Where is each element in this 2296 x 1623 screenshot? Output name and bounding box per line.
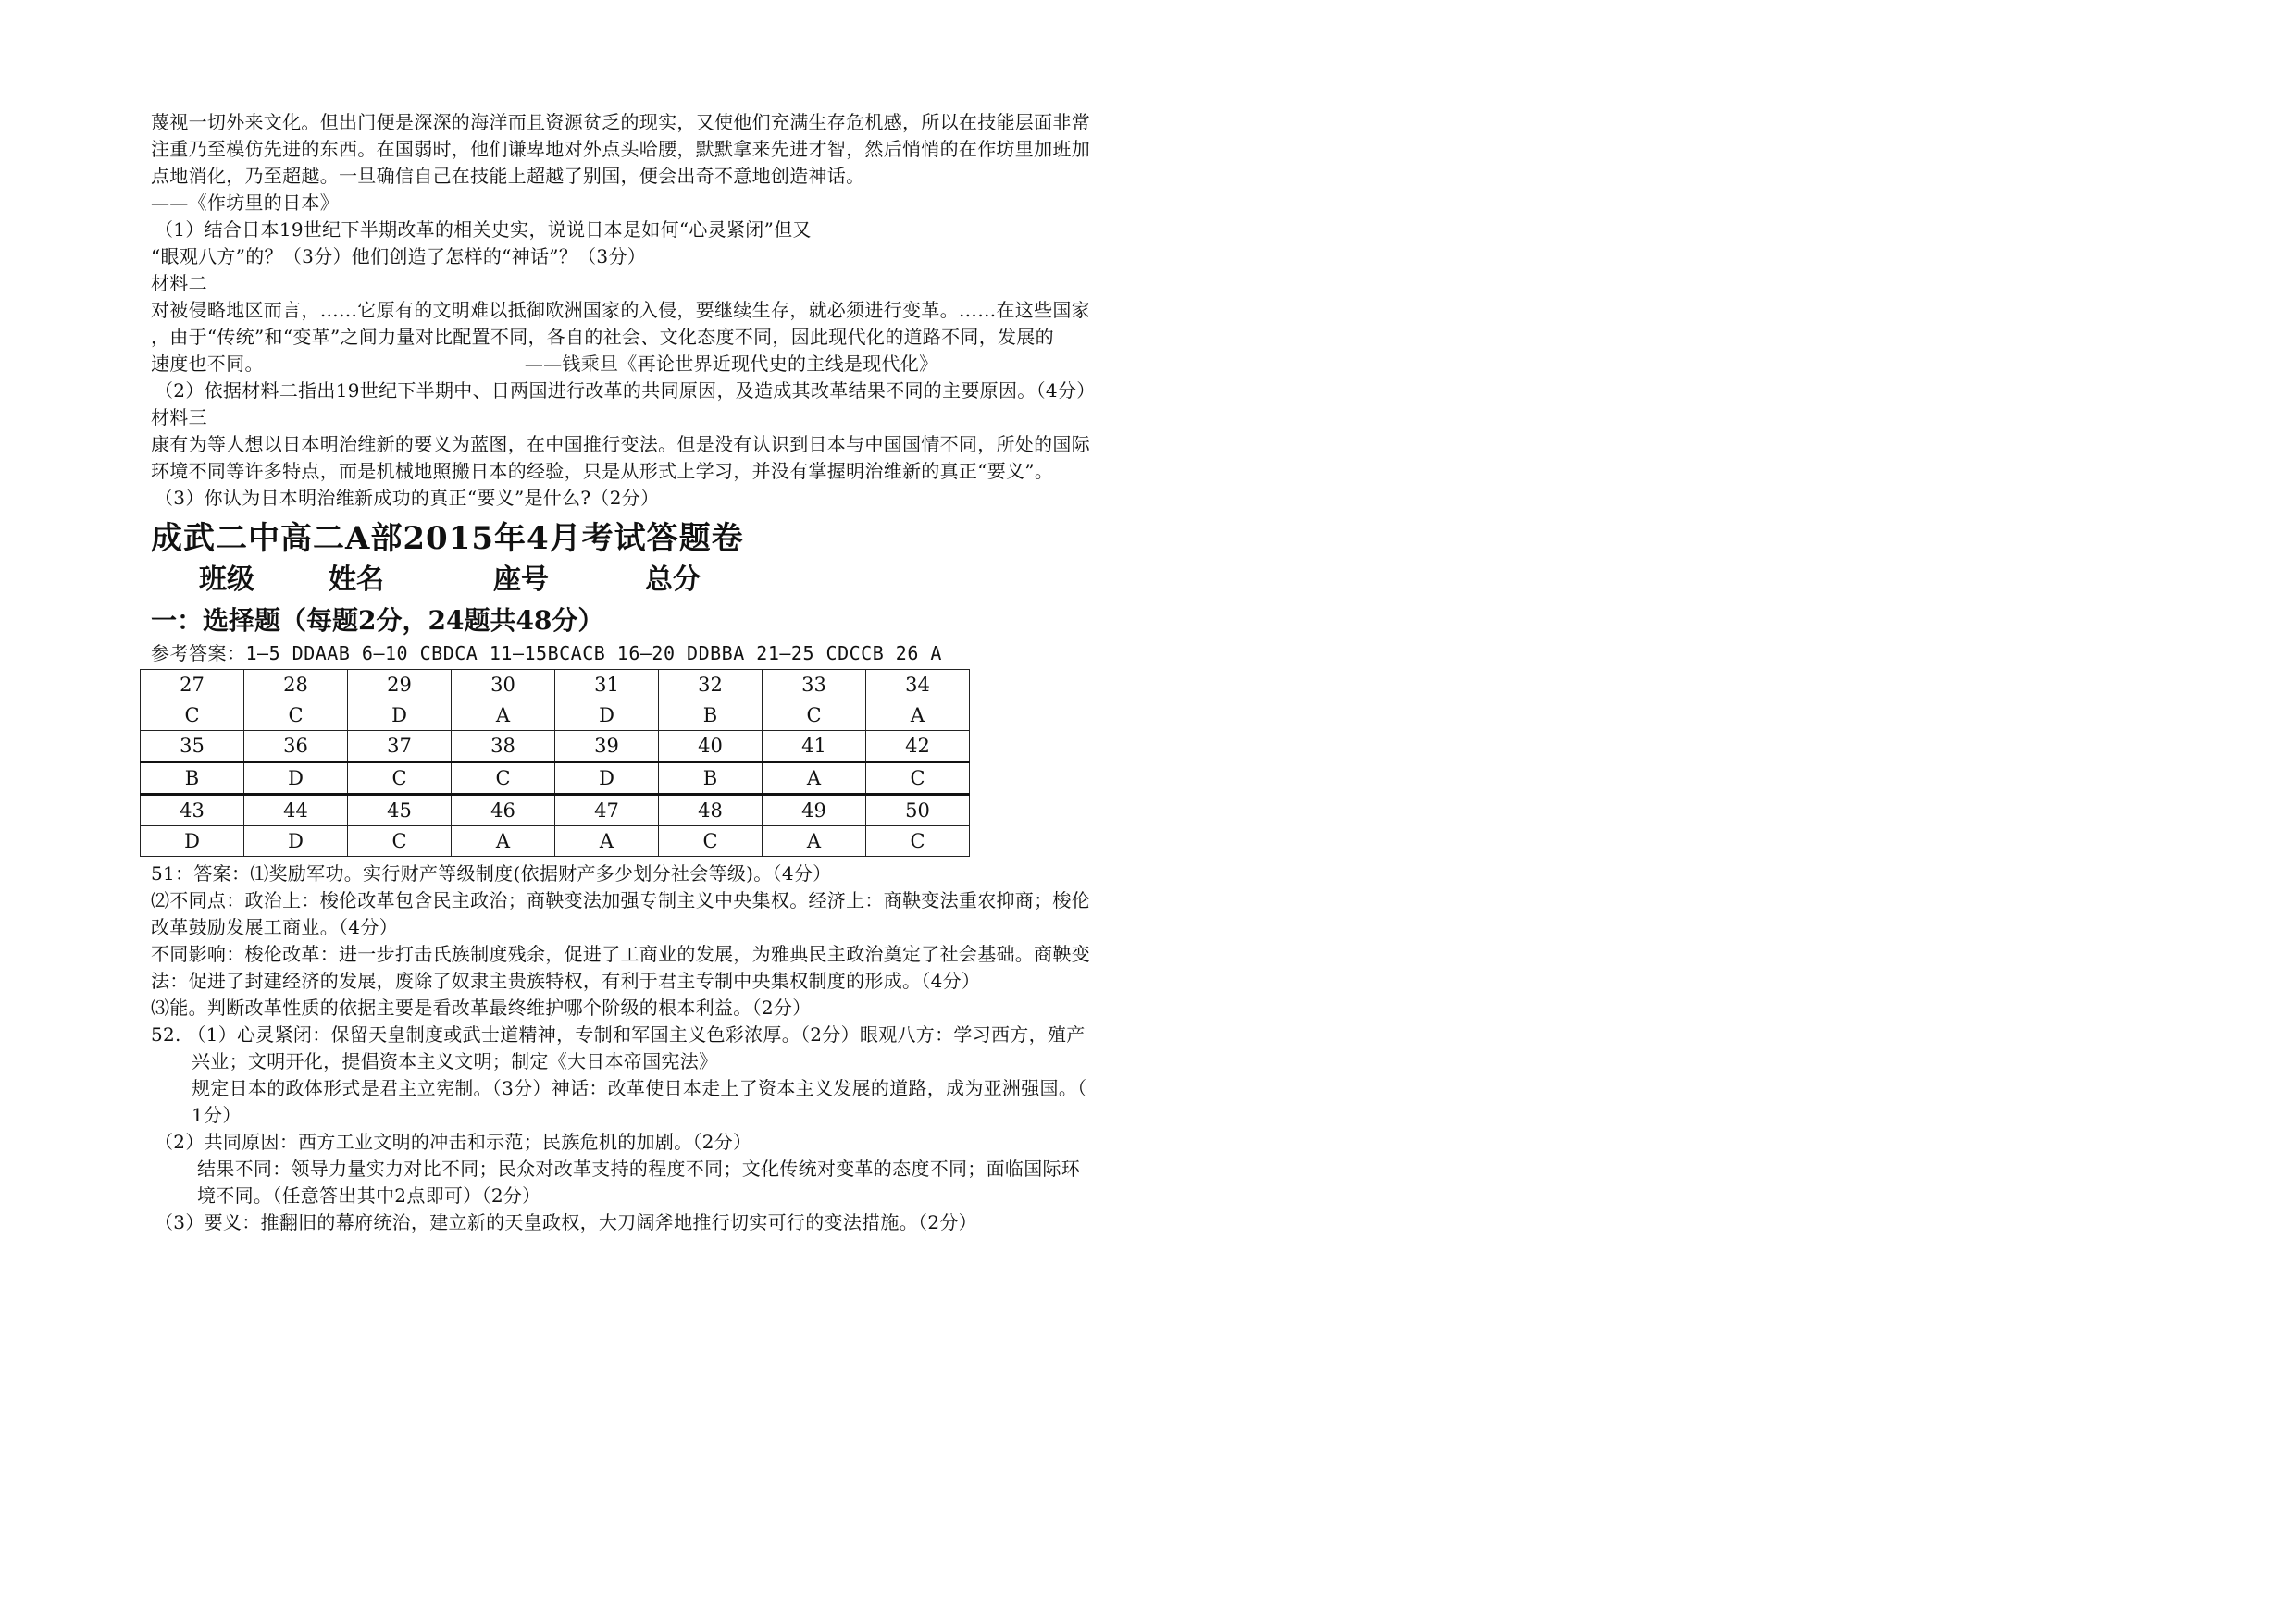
table-cell: 36 (244, 731, 348, 762)
table-cell: 38 (452, 731, 555, 762)
answer-52-line: 1分） (192, 1104, 242, 1126)
table-cell: 45 (348, 795, 452, 826)
answer-table (140, 669, 970, 857)
question-2: （2）依据材料二指出19世纪下半期中、日两国进行改革的共同原因，及造成其改革结果不同的主要原因。（4分） (155, 379, 1096, 402)
material2-last-line (151, 351, 1187, 378)
table-cell: C (763, 700, 866, 731)
table-cell: 42 (866, 731, 970, 762)
table-cell: D (555, 700, 659, 731)
table-cell: 40 (659, 731, 763, 762)
question-1-line: （1）结合日本19世纪下半期改革的相关史实，说说日本是如何“心灵紧闭”但又 (155, 218, 812, 241)
table-cell: 49 (763, 795, 866, 826)
answer-51-line: 不同影响：梭伦改革：进一步打击氏族制度残余，促进了工商业的发展，为雅典民主政治奠定了社会基础。商鞅变 (151, 943, 1090, 965)
answer-52-line: 境不同。（任意答出其中2点即可）（2分） (197, 1184, 541, 1207)
table-cell: D (141, 826, 244, 857)
table-row (141, 700, 970, 731)
table-cell: 46 (452, 795, 555, 826)
answer-51-line: ⑵不同点：政治上：梭伦改革包含民主政治；商鞅变法加强专制主义中央集权。经济上：商鞅变法重农抑商；梭伦 (151, 889, 1090, 911)
reference-answers: 参考答案：1—5 DDAAB 6—10 CBDCA 11—15BCACB 16—20 DDBBA 21—25 CDCCB 26 A (151, 642, 942, 664)
table-cell: D (244, 826, 348, 857)
table-cell: C (866, 826, 970, 857)
answer-51-line: ⑶能。判断改革性质的依据主要是看改革最终维护哪个阶级的根本利益。（2分） (151, 997, 812, 1019)
question-3: （3）你认为日本明治维新成功的真正“要义”是什么?（2分） (155, 487, 660, 509)
table-cell: A (452, 700, 555, 731)
table-cell: 33 (763, 670, 866, 700)
table-cell: C (141, 700, 244, 731)
table-cell: 30 (452, 670, 555, 700)
exam-title: 成武二中高二A部2015年4月考试答题卷 (151, 520, 744, 557)
table-row (141, 795, 970, 826)
table-cell: B (659, 700, 763, 731)
name-label: 姓名 (329, 564, 384, 596)
question-1-line: “眼观八方”的？（3分）他们创造了怎样的“神话”？（3分） (151, 245, 647, 267)
material2-label: 材料二 (151, 272, 207, 294)
table-cell: 29 (348, 670, 452, 700)
exam-meta (151, 560, 1187, 601)
answer-52-line: 兴业；文明开化，提倡资本主义文明；制定《大日本帝国宪法》 (192, 1050, 718, 1072)
table-cell: 35 (141, 731, 244, 762)
material3-label: 材料三 (151, 406, 207, 428)
material1-line: 点地消化，乃至超越。一旦确信自己在技能上超越了别国，便会出奇不意地创造神话。 (151, 165, 865, 187)
seat-label: 座号 (493, 564, 549, 596)
page-content (151, 109, 1187, 1236)
total-label: 总分 (645, 564, 701, 596)
table-cell: C (244, 700, 348, 731)
table-cell: 43 (141, 795, 244, 826)
material2-line: ，由于“传统”和“变革”之间力量对比配置不同，各自的社会、文化态度不同，因此现代化的道路不同，发展的 (151, 326, 1054, 348)
table-cell: C (348, 762, 452, 795)
table-cell: 50 (866, 795, 970, 826)
table-cell: A (763, 762, 866, 795)
class-label: 班级 (199, 564, 254, 596)
answer-52-line: （3）要义：推翻旧的幕府统治，建立新的天皇政权，大刀阔斧地推行切实可行的变法措施。（2分） (155, 1211, 977, 1233)
table-cell: B (659, 762, 763, 795)
table-cell: 37 (348, 731, 452, 762)
table-cell: 48 (659, 795, 763, 826)
material2-text: 速度也不同。 (151, 353, 264, 375)
answer-51-line: 51：答案：⑴奖励军功。实行财产等级制度(依据财产多少划分社会等级)。（4分） (151, 862, 832, 885)
table-cell: C (866, 762, 970, 795)
table-cell: 28 (244, 670, 348, 700)
table-cell: D (244, 762, 348, 795)
table-cell: 31 (555, 670, 659, 700)
table-cell: D (555, 762, 659, 795)
material1-source: ——《作坊里的日本》 (151, 192, 339, 214)
table-cell: 27 (141, 670, 244, 700)
table-cell: A (866, 700, 970, 731)
table-cell: 32 (659, 670, 763, 700)
answer-52-line: （2）共同原因：西方工业文明的冲击和示范；民族危机的加剧。（2分） (155, 1131, 752, 1153)
material1-line: 注重乃至模仿先进的东西。在国弱时，他们谦卑地对外点头哈腰，默默拿来先进才智，然后悄悄的在作坊里加班加 (151, 138, 1090, 160)
table-cell: A (555, 826, 659, 857)
answer-52-line: 规定日本的政体形式是君主立宪制。（3分）神话：改革使日本走上了资本主义发展的道路，成为亚洲强国。（ (192, 1077, 1087, 1099)
table-cell: 47 (555, 795, 659, 826)
table-cell: 41 (763, 731, 866, 762)
section-1-title: 一：选择题（每题2分，24题共48分） (151, 605, 604, 636)
material1-line: 蔑视一切外来文化。但出门便是深深的海洋而且资源贫乏的现实，又使他们充满生存危机感，所以在技能层面非常 (151, 111, 1090, 133)
table-cell: D (348, 700, 452, 731)
table-row (141, 670, 970, 700)
table-cell: 39 (555, 731, 659, 762)
material2-line: 对被侵略地区而言，……它原有的文明难以抵御欧洲国家的入侵，要继续生存，就必须进行变革。……在这些国家 (151, 299, 1090, 321)
answer-52-line: 结果不同：领导力量实力对比不同；民众对改革支持的程度不同；文化传统对变革的态度不同；面临国际环 (197, 1158, 1081, 1180)
table-row (141, 731, 970, 762)
table-cell: C (452, 762, 555, 795)
table-cell: C (348, 826, 452, 857)
material3-line: 环境不同等许多特点，而是机械地照搬日本的经验，只是从形式上学习，并没有掌握明治维新的真正“要义”。 (151, 460, 1054, 482)
material2-source: ——钱乘旦《再论世界近现代史的主线是现代化》 (524, 353, 938, 375)
answer-51-line: 法：促进了封建经济的发展，废除了奴隶主贵族特权，有利于君主专制中央集权制度的形成。（4分） (151, 970, 981, 992)
table-cell: C (659, 826, 763, 857)
table-cell: A (452, 826, 555, 857)
table-cell: B (141, 762, 244, 795)
answer-51-line: 改革鼓励发展工商业。（4分） (151, 916, 398, 938)
table-cell: A (763, 826, 866, 857)
table-row (141, 826, 970, 857)
material3-line: 康有为等人想以日本明治维新的要义为蓝图，在中国推行变法。但是没有认识到日本与中国国情不同，所处的国际 (151, 433, 1090, 455)
table-cell: 44 (244, 795, 348, 826)
answer-52-line: 52. （1）心灵紧闭：保留天皇制度或武士道精神，专制和军国主义色彩浓厚。（2分）眼观八方：学习西方，殖产 (151, 1023, 1086, 1046)
table-row (141, 762, 970, 795)
table-cell: 34 (866, 670, 970, 700)
